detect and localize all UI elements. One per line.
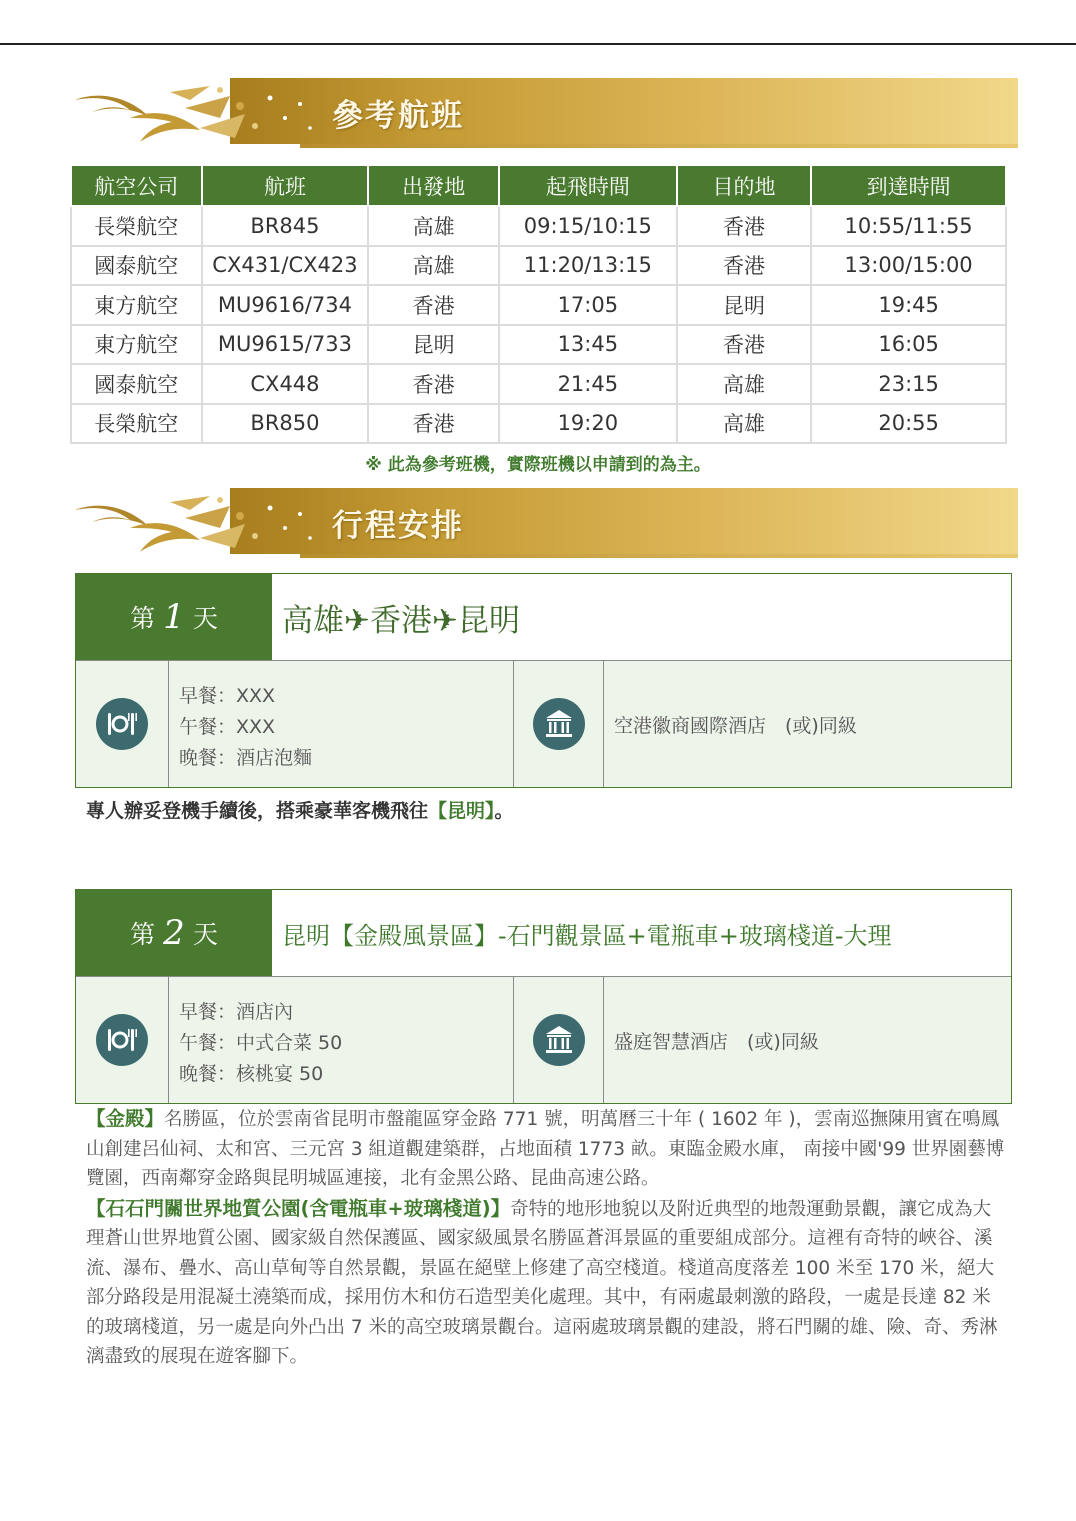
leaf-logo-icon: [70, 488, 340, 560]
cell-flight: BR845: [202, 206, 369, 246]
day-prefix: 第: [130, 604, 156, 633]
flights-table: [70, 164, 1007, 444]
cell-destination: 昆明: [677, 285, 812, 325]
header-arrival: 到達時間: [811, 165, 1006, 206]
cell-arrival: 10:55/11:55: [811, 206, 1006, 246]
cell-origin: 香港: [368, 364, 499, 404]
cell-arrival: 16:05: [811, 325, 1006, 365]
desc-paragraph-golden-temple: [86, 1104, 1006, 1194]
lunch: 午餐：XXX: [179, 716, 276, 738]
desc-heading: 【金殿】: [86, 1107, 165, 1130]
hotel-name: 盛庭智慧酒店 (或)同級: [614, 1030, 819, 1053]
meals-list: [169, 977, 514, 1103]
restaurant-icon: [95, 1013, 149, 1067]
section-title-flights: 參考航班: [332, 98, 464, 134]
cell-airline: 東方航空: [71, 285, 202, 325]
cell-destination: 高雄: [677, 404, 812, 444]
hotel-icon-cell: [514, 661, 604, 787]
header-airline: 航空公司: [71, 165, 202, 206]
itinerary-banner: [70, 488, 1018, 560]
flights-banner: [70, 78, 1018, 150]
cell-origin: 高雄: [368, 206, 499, 246]
leaf-logo-icon: [70, 78, 340, 150]
cell-departure: 21:45: [499, 364, 677, 404]
cell-origin: 昆明: [368, 325, 499, 365]
cell-airline: 東方航空: [71, 325, 202, 365]
day-suffix: 天: [192, 920, 218, 949]
breakfast: 早餐：酒店內: [179, 1001, 294, 1023]
table-row: [71, 364, 1006, 404]
cell-arrival: 13:00/15:00: [811, 246, 1006, 286]
cell-airline: 長榮航空: [71, 404, 202, 444]
banner-underline: [300, 554, 1018, 558]
cell-destination: 高雄: [677, 364, 812, 404]
day-title: 昆明【金殿風景區】-石門觀景區+電瓶車+玻璃棧道-大理: [272, 890, 1011, 976]
cell-departure: 19:20: [499, 404, 677, 444]
day-header: [76, 574, 1011, 660]
cell-departure: 09:15/10:15: [499, 206, 677, 246]
day-details: [76, 660, 1011, 787]
section-title-itinerary: 行程安排: [332, 508, 464, 544]
cell-origin: 高雄: [368, 246, 499, 286]
table-row: [71, 246, 1006, 286]
cell-airline: 國泰航空: [71, 246, 202, 286]
banner-underline: [300, 144, 1018, 148]
day-label: [76, 890, 272, 976]
day-title: 高雄✈香港✈昆明: [272, 574, 1011, 660]
breakfast: 早餐：XXX: [179, 685, 276, 707]
day-number: 1: [163, 597, 185, 637]
cell-origin: 香港: [368, 285, 499, 325]
day-prefix: 第: [130, 920, 156, 949]
cell-destination: 香港: [677, 325, 812, 365]
meal-icon-cell: [76, 977, 169, 1103]
day-suffix: 天: [192, 604, 218, 633]
table-row: [71, 285, 1006, 325]
dinner: 晚餐：酒店泡麵: [179, 747, 313, 769]
day-1-block: [75, 573, 1012, 788]
cell-flight: CX431/CX423: [202, 246, 369, 286]
cell-arrival: 23:15: [811, 364, 1006, 404]
restaurant-icon: [95, 697, 149, 751]
table-row: [71, 404, 1006, 444]
hotel-icon: [532, 1013, 586, 1067]
cell-flight: MU9616/734: [202, 285, 369, 325]
cell-departure: 17:05: [499, 285, 677, 325]
day-details: [76, 976, 1011, 1103]
hotel-icon-cell: [514, 977, 604, 1103]
flight-note: ※ 此為參考班機，實際班機以申請到的為主。: [365, 455, 711, 475]
day-header: [76, 890, 1011, 976]
cell-arrival: 20:55: [811, 404, 1006, 444]
cell-origin: 香港: [368, 404, 499, 444]
day-2-block: [75, 889, 1012, 1104]
table-row: [71, 325, 1006, 365]
cell-airline: 長榮航空: [71, 206, 202, 246]
desc-body: 名勝區，位於雲南省昆明市盤龍區穿金路 771 號，明萬曆三十年 ( 1602 年 )，雲南巡撫陳用賓在鳴鳳山創建呂仙祠、太和宮、三元宮 3 組道觀建築群，占地面積 1773 畝。東臨金殿水庫， 南接中國'99 世界園藝博覽園，西南鄰穿金路與昆明城區連接，北有金黑公路、昆曲高速公路。: [86, 1109, 1005, 1189]
cell-destination: 香港: [677, 246, 812, 286]
table-row: [71, 206, 1006, 246]
note-highlight: 【昆明】: [428, 800, 495, 822]
header-destination: 目的地: [677, 165, 812, 206]
lunch: 午餐：中式合菜 50: [179, 1032, 343, 1054]
desc-paragraph-stone-gate: [86, 1194, 1006, 1372]
hotel-name: 空港徽商國際酒店 (或)同級: [614, 714, 857, 737]
meal-icon-cell: [76, 661, 169, 787]
top-rule: [0, 43, 1076, 45]
cell-departure: 13:45: [499, 325, 677, 365]
header-flight: 航班: [202, 165, 369, 206]
note-text: 專人辦妥登機手續後，搭乘豪華客機飛往: [86, 800, 429, 822]
cell-airline: 國泰航空: [71, 364, 202, 404]
header-origin: 出發地: [368, 165, 499, 206]
hotel-icon: [532, 697, 586, 751]
day-2-description: [86, 1104, 1006, 1372]
cell-flight: BR850: [202, 404, 369, 444]
note-end: 。: [494, 800, 514, 822]
cell-destination: 香港: [677, 206, 812, 246]
day-label: [76, 574, 272, 660]
header-departure: 起飛時間: [499, 165, 677, 206]
desc-body: 奇特的地形地貌以及附近典型的地殼運動景觀，讓它成為大理蒼山世界地質公園、國家級自然保護區、國家級風景名勝區蒼洱景區的重要組成部分。這裡有奇特的峽谷、溪流、瀑布、疊水、高山草甸等自然景觀，景區在絕壁上修建了高空棧道。棧道高度落差 100 米至 170 米，絕大部分路段是用混凝土澆築而成，採用仿木和仿石造型美化處理。其中，有兩處最刺激的路段，一處是長達 82 米的玻璃棧道，另一處是向外凸出 7 米的高空玻璃景觀台。這兩處玻璃景觀的建設，將石門關的雄、險、奇、秀淋漓盡致的展現在遊客腳下。: [86, 1198, 998, 1367]
day-1-note: [86, 796, 514, 823]
table-header-row: [71, 165, 1006, 206]
cell-flight: MU9615/733: [202, 325, 369, 365]
day-number: 2: [163, 913, 185, 953]
cell-departure: 11:20/13:15: [499, 246, 677, 286]
desc-heading: 【石石門關世界地質公園(含電瓶車+玻璃棧道)】: [86, 1196, 511, 1220]
dinner: 晚餐：核桃宴 50: [179, 1063, 324, 1085]
cell-flight: CX448: [202, 364, 369, 404]
meals-list: [169, 661, 514, 787]
cell-arrival: 19:45: [811, 285, 1006, 325]
